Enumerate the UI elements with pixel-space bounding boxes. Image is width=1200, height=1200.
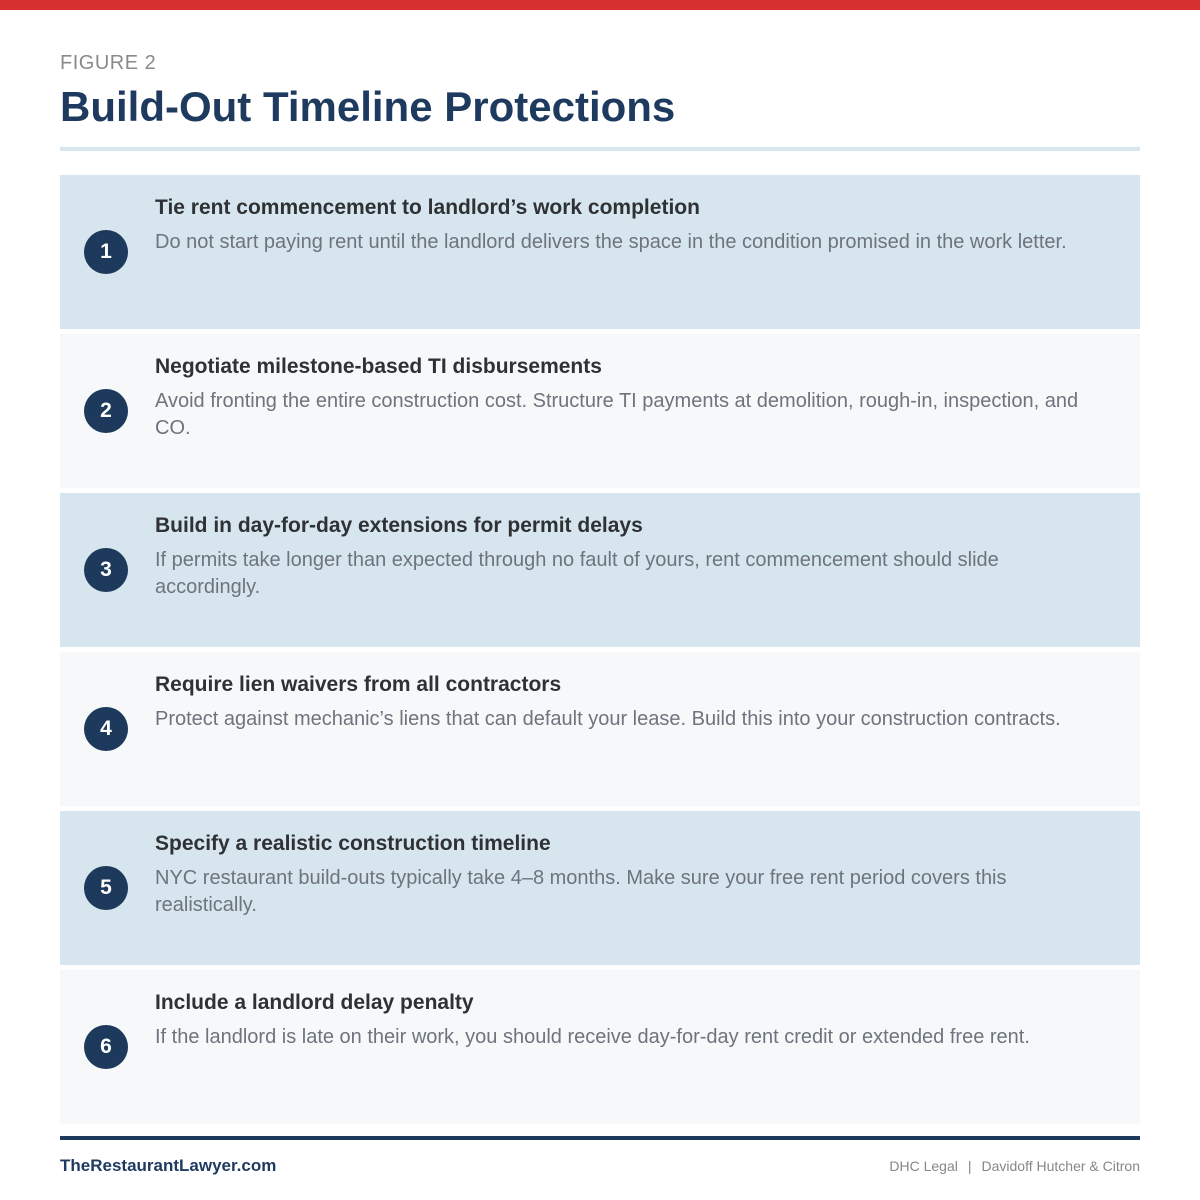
figure-label: FIGURE 2 <box>60 52 157 74</box>
page <box>0 52 1200 1176</box>
item-text <box>155 175 1100 256</box>
item-text <box>155 493 1100 600</box>
list-item-3 <box>60 493 1140 647</box>
item-title: Require lien waivers from all contractors <box>155 673 562 697</box>
list-item-4 <box>60 652 1140 806</box>
item-text <box>155 652 1100 733</box>
footer-site-name: TheRestaurantLawyer.com <box>60 1156 277 1176</box>
item-text <box>155 811 1100 918</box>
list-item-2 <box>60 334 1140 488</box>
footer-firm-credit <box>889 1158 1140 1174</box>
footer-firm-fullname: Davidoff Hutcher & Citron <box>981 1158 1140 1175</box>
list-item-6 <box>60 970 1140 1124</box>
item-title: Include a landlord delay penalty <box>155 991 474 1015</box>
footer-firm-abbrev: DHC Legal <box>889 1158 958 1175</box>
item-number-badge: 3 <box>84 548 128 592</box>
item-number-badge: 5 <box>84 866 128 910</box>
list-item-1 <box>60 175 1140 329</box>
item-title: Tie rent commencement to landlord’s work completion <box>155 196 700 220</box>
item-number-badge: 6 <box>84 1025 128 1069</box>
footer-rule <box>60 1136 1140 1140</box>
item-body: Protect against mechanic’s liens that can default your lease. Build this into your construction contracts. <box>155 708 1061 731</box>
item-title: Specify a realistic construction timeline <box>155 832 551 856</box>
item-number-badge: 4 <box>84 707 128 751</box>
page-title: Build-Out Timeline Protections <box>60 83 676 130</box>
item-body: If permits take longer than expected through no fault of yours, rent commencement should slide accordingly. <box>155 549 999 598</box>
footer <box>60 1156 1140 1176</box>
item-body: Avoid fronting the entire construction cost. Structure TI payments at demolition, rough-in, inspection, and CO. <box>155 390 1079 439</box>
item-body: NYC restaurant build-outs typically take 4–8 months. Make sure your free rent period covers this realistically. <box>155 867 1007 916</box>
item-text <box>155 970 1100 1051</box>
item-title: Negotiate milestone-based TI disbursements <box>155 355 602 379</box>
item-body: If the landlord is late on their work, you should receive day-for-day rent credit or extended free rent. <box>155 1026 1030 1049</box>
item-text <box>155 334 1100 441</box>
item-body: Do not start paying rent until the landlord delivers the space in the condition promised in the work letter. <box>155 231 1067 254</box>
protections-list <box>60 175 1140 1124</box>
title-underline <box>60 147 1140 151</box>
item-title: Build in day-for-day extensions for permit delays <box>155 514 643 538</box>
top-accent-bar <box>0 0 1200 10</box>
list-item-5 <box>60 811 1140 965</box>
item-number-badge: 2 <box>84 389 128 433</box>
item-number-badge: 1 <box>84 230 128 274</box>
footer-separator: | <box>967 1158 972 1175</box>
